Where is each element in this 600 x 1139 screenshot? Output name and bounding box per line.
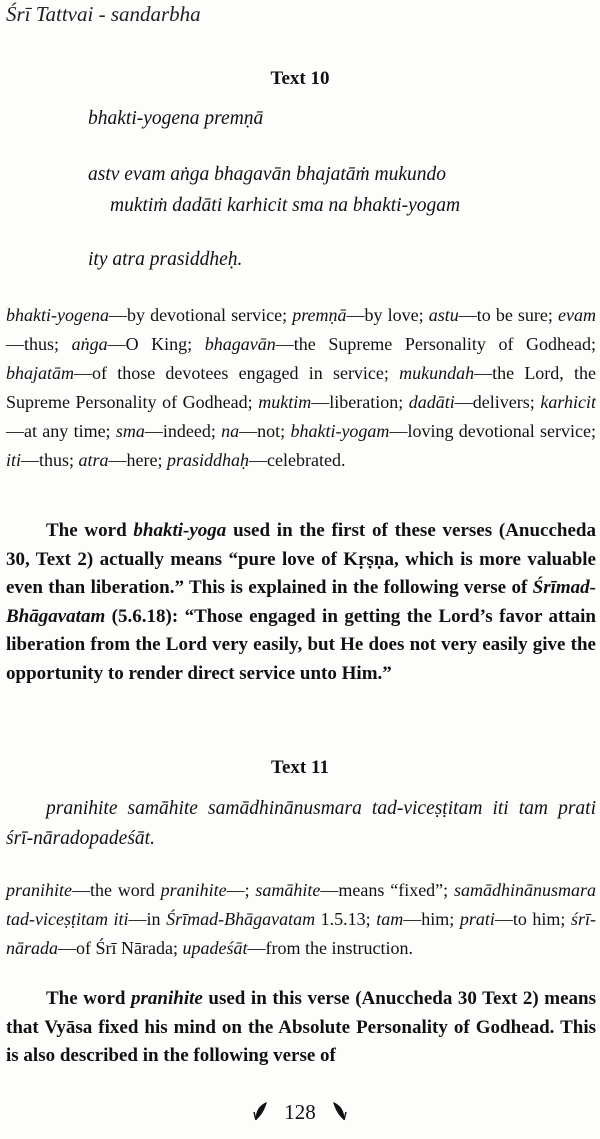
text-run: used in the first of these verses (Anuccheda 30, Text 2) actually means “pure love of Kṛṣṇa, which is more valuable even than liberation.” This is explained in the following verse of <box>6 520 596 599</box>
gloss-term: premṇā <box>292 305 347 325</box>
italic-term: bhakti-yoga <box>133 520 227 541</box>
gloss-meaning: —of those devotees engaged in service; <box>74 363 400 383</box>
gloss-term: aṅga <box>71 334 108 354</box>
gloss-term: bhajatām <box>6 363 75 383</box>
verse-line: bhakti-yogena premṇā <box>88 108 264 129</box>
gloss-term: bhagavān <box>204 334 276 354</box>
page-footer <box>0 1100 600 1128</box>
verse-line: muktiṁ dadāti karhicit sma na bhakti-yogam <box>110 195 461 216</box>
text11-purport <box>6 985 596 1071</box>
text10-heading: Text 10 <box>270 68 330 89</box>
gloss-meaning: —thus; <box>21 450 79 470</box>
italic-term: pranihite <box>131 988 203 1009</box>
gloss-term: samāhite <box>255 880 321 900</box>
gloss-term: evam <box>558 305 597 325</box>
gloss-term: tam <box>376 909 404 929</box>
italic-term: Śrīmad-Bhāgavatam <box>6 577 596 627</box>
gloss-term: iti <box>6 450 22 470</box>
text-run: The word <box>46 520 134 541</box>
gloss-term: śrī-nārada <box>6 909 596 958</box>
gloss-meaning: —here; <box>108 450 168 470</box>
page-number: 128 <box>284 1100 316 1124</box>
gloss-meaning: —by devotional service; <box>108 305 293 325</box>
gloss-term: pranihite <box>6 880 72 900</box>
text10-purport <box>6 517 596 689</box>
gloss-meaning: —delivers; <box>454 392 541 412</box>
verse-line: ity atra prasiddheḥ. <box>88 249 243 270</box>
gloss-meaning: —the Lord, the Supreme Personality of Godhead; <box>6 363 596 412</box>
gloss-term: astu <box>428 305 459 325</box>
gloss-term: muktim <box>258 392 312 412</box>
gloss-term: atra <box>78 450 109 470</box>
gloss-term: bhakti-yogena <box>6 305 109 325</box>
gloss-term: samādhinānusmara tad-viceṣṭitam iti <box>6 880 596 929</box>
gloss-term: karhicit <box>540 392 596 412</box>
gloss-meaning: —the word <box>72 880 161 900</box>
text-run: used in this verse (Anuccheda 30 Text 2) means that Vyāsa fixed his mind on the Absolute Personality of Godhead. This is also described in the following verse of <box>6 988 596 1067</box>
text10-word-gloss <box>6 301 596 475</box>
gloss-term: prasiddhaḥ <box>167 450 250 470</box>
text11-word-gloss <box>6 876 596 963</box>
gloss-meaning: —means “fixed”; <box>320 880 454 900</box>
gloss-meaning: —the Supreme Personality of Godhead; <box>275 334 596 354</box>
gloss-meaning: —loving devotional service; <box>389 421 596 441</box>
gloss-meaning: —by love; <box>346 305 429 325</box>
leaf-ornament-icon <box>253 1100 269 1128</box>
gloss-term: Śrīmad-Bhāgavatam <box>166 909 316 929</box>
gloss-meaning: —to him; <box>494 909 571 929</box>
text11-heading: Text 11 <box>271 757 329 778</box>
gloss-meaning: —in <box>128 909 167 929</box>
gloss-meaning: —him; <box>403 909 460 929</box>
gloss-meaning: —not; <box>239 421 291 441</box>
gloss-term: na <box>221 421 240 441</box>
gloss-term: bhakti-yogam <box>290 421 390 441</box>
gloss-meaning: —O King; <box>107 334 205 354</box>
gloss-meaning: —; <box>226 880 256 900</box>
running-header: Śrī Tattvai - sandarbha <box>6 2 201 26</box>
gloss-term: upadeśāt <box>182 938 248 958</box>
verse-line: astv evam aṅga bhagavān bhajatāṁ mukundo <box>88 164 446 185</box>
leaf-ornament-icon <box>331 1100 347 1128</box>
gloss-meaning: —from the instruction. <box>247 938 413 958</box>
gloss-meaning: —to be sure; <box>458 305 559 325</box>
gloss-meaning: —liberation; <box>311 392 409 412</box>
gloss-term: pranihite <box>160 880 227 900</box>
gloss-term: prati <box>459 909 495 929</box>
gloss-term: mukundah <box>399 363 475 383</box>
gloss-meaning: —celebrated. <box>249 450 346 470</box>
text11-verse: pranihite samāhite samādhinānusmara tad-viceṣṭitam iti tam prati śrī-nāradopadeśāt. <box>6 798 596 849</box>
gloss-meaning: —of Śrī Nārada; <box>58 938 183 958</box>
gloss-meaning: 1.5.13; <box>315 909 377 929</box>
gloss-meaning: —indeed; <box>144 421 222 441</box>
gloss-term: dadāti <box>408 392 455 412</box>
gloss-term: sma <box>115 421 145 441</box>
gloss-meaning: —at any time; <box>6 421 116 441</box>
gloss-meaning: —thus; <box>6 334 72 354</box>
text-run: The word <box>46 988 132 1009</box>
text-run: (5.6.18): “Those engaged in getting the Lord’s favor attain liberation from the Lord very easily, but He does not very easily give the opportunity to render direct service unto Him.” <box>6 605 596 684</box>
